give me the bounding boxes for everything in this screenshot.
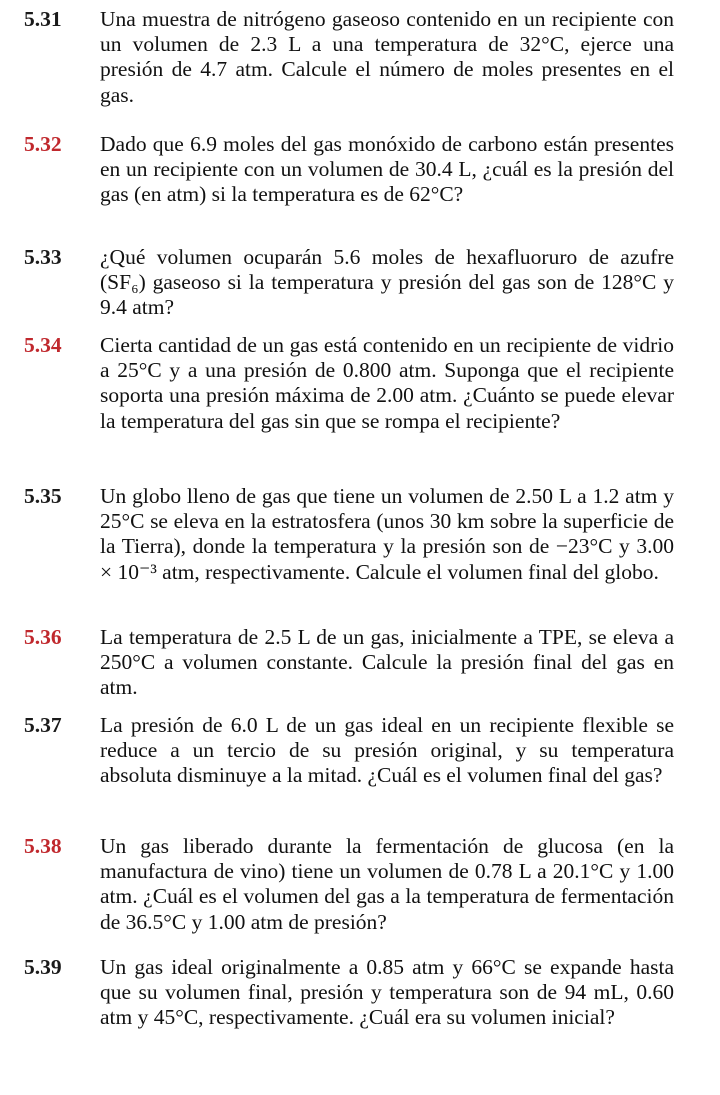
- problem-text: ¿Qué volumen ocuparán 5.6 moles de hexafluoruro de azufre (SF₆) gaseoso si la temperatura y presión del gas son de 128°C y 9.4 atm?: [100, 245, 674, 320]
- problem-5-37: [24, 713, 674, 789]
- problem-text: Una muestra de nitrógeno gaseoso contenido en un recipiente con un volumen de 2.3 L a una temperatura de 32°C, ejerce una presión de 4.7 atm. Calcule el número de moles presentes en el gas.: [100, 7, 674, 107]
- problem-number: 5.31: [24, 7, 62, 31]
- problem-text: La presión de 6.0 L de un gas ideal en un recipiente flexible se reduce a un tercio de su presión original, y su temperatura absoluta disminuye a la mitad. ¿Cuál es el volumen final del gas?: [100, 713, 674, 788]
- problem-number: 5.39: [24, 955, 62, 979]
- problem-5-36: [24, 625, 674, 701]
- problem-text: Un gas liberado durante la fermentación de glucosa (en la manufactura de vino) tiene un volumen de 0.78 L a 20.1°C y 1.00 atm. ¿Cuál es el volumen del gas a la temperatura de fermentación de 36.5°C y 1.00 atm de presión?: [100, 834, 674, 934]
- problem-number: 5.33: [24, 245, 62, 269]
- problem-5-34: [24, 333, 674, 434]
- problem-number: 5.32: [24, 132, 62, 156]
- problem-5-32: [24, 132, 674, 208]
- problem-5-35: [24, 484, 674, 585]
- problem-text: Dado que 6.9 moles del gas monóxido de carbono están presentes en un recipiente con un volumen de 30.4 L, ¿cuál es la presión del gas (en atm) si la temperatura es de 62°C?: [100, 132, 674, 207]
- problem-5-33: [24, 245, 674, 321]
- problem-number: 5.38: [24, 834, 62, 858]
- problem-text: Un globo lleno de gas que tiene un volumen de 2.50 L a 1.2 atm y 25°C se eleva en la estratosfera (unos 30 km sobre la superficie de la Tierra), donde la temperatura y la presión son de −23°C y 3.00 × 10⁻³ atm, respectivamente. Calcule el volumen final del globo.: [100, 484, 674, 584]
- problem-5-38: [24, 834, 674, 935]
- problem-number: 5.36: [24, 625, 62, 649]
- problem-number: 5.37: [24, 713, 62, 737]
- problem-5-31: [24, 7, 674, 108]
- problem-text: La temperatura de 2.5 L de un gas, inicialmente a TPE, se eleva a 250°C a volumen constante. Calcule la presión final del gas en atm.: [100, 625, 674, 700]
- problem-text: Cierta cantidad de un gas está contenido en un recipiente de vidrio a 25°C y a una presión de 0.800 atm. Suponga que el recipiente soporta una presión máxima de 2.00 atm. ¿Cuánto se puede elevar la temperatura del gas sin que se rompa el recipiente?: [100, 333, 674, 433]
- problem-number: 5.35: [24, 484, 62, 508]
- problem-number: 5.34: [24, 333, 62, 357]
- problem-5-39: [24, 955, 674, 1031]
- problem-text: Un gas ideal originalmente a 0.85 atm y 66°C se expande hasta que su volumen final, presión y temperatura son de 94 mL, 0.60 atm y 45°C, respectivamente. ¿Cuál era su volumen inicial?: [100, 955, 674, 1030]
